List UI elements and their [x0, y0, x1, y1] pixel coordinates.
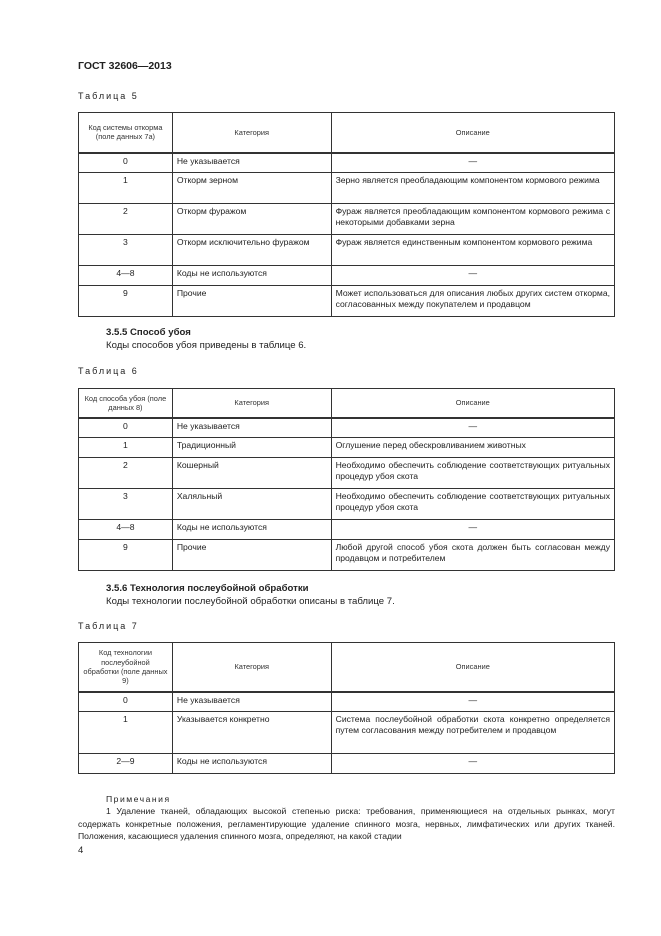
- cell-code: 2—9: [79, 754, 173, 774]
- cell-code: 4—8: [79, 520, 173, 540]
- cell-code: 9: [79, 540, 173, 571]
- cell-description: Зерно является преобладающим компонентом кормового режима: [331, 173, 614, 204]
- cell-category: Прочие: [172, 286, 331, 317]
- notes: [78, 793, 615, 843]
- cell-description: —: [331, 266, 614, 286]
- table-row: [79, 458, 615, 489]
- cell-description: Может использоваться для описания любых других систем откорма, согласованных между покупателем и продавцом: [331, 286, 614, 317]
- cell-description: Оглушение перед обескровливанием животных: [331, 438, 614, 458]
- table-row: [79, 520, 615, 540]
- cell-description: Фураж является преобладающим компонентом кормового режима с некоторыми добавками зерна: [331, 204, 614, 235]
- table-row: [79, 266, 615, 286]
- column-header-code: Код технологии послеубойной обработки (поле данных 9): [79, 643, 173, 692]
- cell-category: Откорм зерном: [172, 173, 331, 204]
- cell-category: Не указывается: [172, 153, 331, 173]
- section-text: Коды способов убоя приведены в таблице 6.: [106, 340, 307, 352]
- cell-description: —: [331, 520, 614, 540]
- column-header-description: Описание: [331, 643, 614, 692]
- cell-code: 0: [79, 418, 173, 438]
- cell-category: Указывается конкретно: [172, 712, 331, 754]
- cell-category: Коды не используются: [172, 520, 331, 540]
- column-header-category: Категория: [172, 643, 331, 692]
- cell-description: —: [331, 418, 614, 438]
- cell-category: Кошерный: [172, 458, 331, 489]
- cell-description: Фураж является единственным компонентом кормового режима: [331, 235, 614, 266]
- cell-code: 1: [79, 173, 173, 204]
- table-row: [79, 540, 615, 571]
- table-row: [79, 489, 615, 520]
- cell-category: Откорм фуражом: [172, 204, 331, 235]
- cell-category: Прочие: [172, 540, 331, 571]
- table6-caption: Таблица 6: [78, 366, 139, 376]
- table7-caption: Таблица 7: [78, 621, 139, 631]
- cell-code: 0: [79, 153, 173, 173]
- cell-code: 9: [79, 286, 173, 317]
- table-row: [79, 754, 615, 774]
- cell-description: Система послеубойной обработки скота конкретно определяется путем согласования между потребителем и продавцом: [331, 712, 614, 754]
- table7: [78, 642, 615, 774]
- cell-description: Любой другой способ убоя скота должен быть согласован между продавцом и потребителем: [331, 540, 614, 571]
- column-header-description: Описание: [331, 113, 614, 153]
- cell-category: Коды не используются: [172, 266, 331, 286]
- cell-category: Традиционный: [172, 438, 331, 458]
- cell-category: Не указывается: [172, 418, 331, 438]
- table-row: [79, 712, 615, 754]
- cell-code: 3: [79, 235, 173, 266]
- table-row: [79, 438, 615, 458]
- table5-caption: Таблица 5: [78, 91, 139, 101]
- cell-code: 1: [79, 438, 173, 458]
- table-header-row: [79, 389, 615, 418]
- cell-code: 2: [79, 204, 173, 235]
- note-paragraph: 1 Удаление тканей, обладающих высокой степенью риска: требования, применяющиеся на отдельных рынках, могут содержать конкретные положения, регламентирующие удаление спинного мозга, нервных, лимфатических или других тканей. Положения, касающиеся удаления спинного мозга, определяют, на какой стадии: [78, 806, 615, 842]
- table6: [78, 388, 615, 571]
- table-row: [79, 692, 615, 712]
- page-number: 4: [78, 845, 84, 856]
- table-row: [79, 418, 615, 438]
- cell-category: Не указывается: [172, 692, 331, 712]
- table-row: [79, 173, 615, 204]
- cell-code: 3: [79, 489, 173, 520]
- cell-code: 2: [79, 458, 173, 489]
- cell-code: 0: [79, 692, 173, 712]
- cell-description: Необходимо обеспечить соблюдение соответствующих ритуальных процедур убоя скота: [331, 489, 614, 520]
- table5: [78, 112, 615, 317]
- section-title: 3.5.6 Технология послеубойной обработки: [106, 583, 309, 594]
- table-header-row: [79, 113, 615, 153]
- cell-category: Откорм исключительно фуражом: [172, 235, 331, 266]
- cell-description: Необходимо обеспечить соблюдение соответствующих ритуальных процедур убоя скота: [331, 458, 614, 489]
- section-3-5-5: [106, 326, 306, 353]
- column-header-code: Код системы откорма (поле данных 7а): [79, 113, 173, 153]
- cell-category: Коды не используются: [172, 754, 331, 774]
- table-header-row: [79, 643, 615, 692]
- table-row: [79, 204, 615, 235]
- column-header-category: Категория: [172, 113, 331, 153]
- cell-description: —: [331, 153, 614, 173]
- section-3-5-6: [106, 582, 395, 609]
- cell-category: Халяльный: [172, 489, 331, 520]
- cell-code: 4—8: [79, 266, 173, 286]
- cell-code: 1: [79, 712, 173, 754]
- column-header-code: Код способа убоя (поле данных 8): [79, 389, 173, 418]
- section-text: Коды технологии послеубойной обработки описаны в таблице 7.: [106, 596, 395, 608]
- table-row: [79, 286, 615, 317]
- section-title: 3.5.5 Способ убоя: [106, 327, 191, 338]
- table-row: [79, 153, 615, 173]
- document-code: ГОСТ 32606—2013: [78, 60, 172, 72]
- column-header-description: Описание: [331, 389, 614, 418]
- cell-description: —: [331, 692, 614, 712]
- notes-title: Примечания: [106, 794, 171, 804]
- table-row: [79, 235, 615, 266]
- column-header-category: Категория: [172, 389, 331, 418]
- cell-description: —: [331, 754, 614, 774]
